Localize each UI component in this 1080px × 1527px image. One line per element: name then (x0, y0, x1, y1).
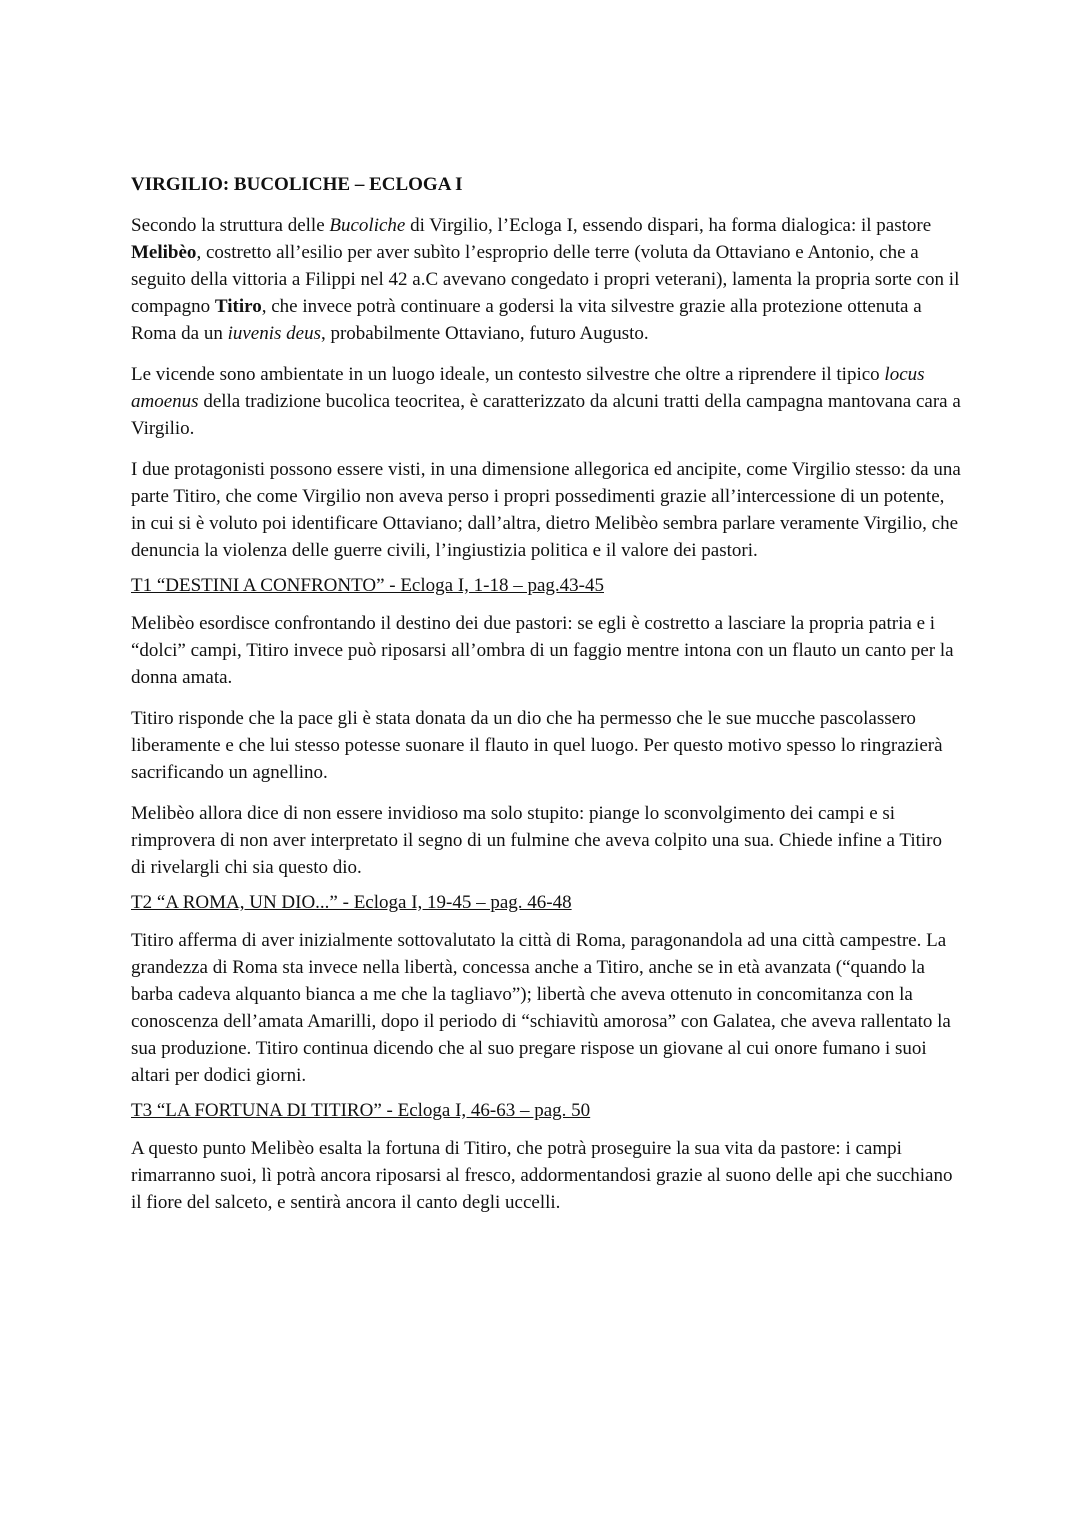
text-run: , probabilmente Ottaviano, futuro Augusto. (320, 323, 649, 344)
intro-paragraph-1 (131, 212, 961, 347)
intro-paragraph-2 (131, 361, 961, 442)
text-run: di Virgilio, l’Ecloga I, essendo dispari, ha forma dialogica: il pastore (405, 215, 932, 236)
section-t1-paragraph-3: Melibèo allora dice di non essere invidioso ma solo stupito: piange lo sconvolgimento dei campi e si rimprovera di non aver interpretato il segno di un fulmine che aveva colpito una sua. Chiede infine a Titiro di rivelargli chi sia questo dio. (131, 803, 942, 878)
italic-run: Bucoliche (329, 215, 406, 236)
bold-run: Titiro (214, 296, 262, 317)
document-page (131, 171, 961, 1230)
text-run: Secondo la struttura delle (131, 215, 330, 236)
section-heading-t1: T1 “DESTINI A CONFRONTO” - Ecloga I, 1-18 – pag.43-45 (131, 575, 604, 596)
italic-run: iuvenis deus (227, 323, 321, 344)
section-t2-paragraph-1: Titiro afferma di aver inizialmente sottovalutato la città di Roma, paragonandola ad una città campestre. La grandezza di Roma sta invece nella libertà, concessa anche a Titiro, anche se in età avanzata (“quando la barba cadeva alquanto bianca a me che la tagliavo”); libertà che aveva ottenuto in concomitanza con la conoscenza dell’amata Amarilli, dopo il periodo di “schiavitù amorosa” con Galatea, che aveva rallentato la sua produzione. Titiro continua dicendo che al suo pregare rispose un giovane al cui onore fumano i suoi altari per dodici giorni. (131, 930, 951, 1086)
text-run: , che invece potrà continuare a godersi la vita silvestre grazie alla protezione ottenuta a Roma da un (131, 296, 922, 344)
section-t1-paragraph-1: Melibèo esordisce confrontando il destino dei due pastori: se egli è costretto a lasciare la propria patria e i “dolci” campi, Titiro invece può riposarsi all’ombra di un faggio mentre intona con un flauto un canto per la donna amata. (131, 613, 954, 688)
intro-paragraph-3: I due protagonisti possono essere visti, in una dimensione allegorica ed ancipite, come Virgilio stesso: da una parte Titiro, che come Virgilio non aveva perso i propri possedimenti grazie all’intercessione di un potente, in cui si è voluto poi identificare Ottaviano; dall’altra, dietro Melibèo sembra parlare veramente Virgilio, che denuncia la violenza delle guerre civili, l’ingiustizia politica e il valore dei pastori. (131, 459, 961, 561)
bold-run: Melibèo (131, 242, 197, 263)
section-heading-t2: T2 “A ROMA, UN DIO...” - Ecloga I, 19-45 – pag. 46-48 (131, 892, 572, 913)
italic-run: locus amoenus (131, 364, 925, 412)
section-heading-t3: T3 “LA FORTUNA DI TITIRO” - Ecloga I, 46-63 – pag. 50 (131, 1100, 591, 1121)
document-title: VIRGILIO: BUCOLICHE – ECLOGA I (131, 174, 463, 195)
section-t1-paragraph-2: Titiro risponde che la pace gli è stata donata da un dio che ha permesso che le sue mucche pascolassero liberamente e che lui stesso potesse suonare il flauto in quel luogo. Per questo motivo spesso lo ringrazierà sacrificando un agnellino. (131, 708, 943, 783)
text-run: della tradizione bucolica teocritea, è caratterizzato da alcuni tratti della campagna mantovana cara a Virgilio. (131, 391, 961, 439)
text-run: Le vicende sono ambientate in un luogo ideale, un contesto silvestre che oltre a riprendere il tipico (131, 364, 885, 385)
text-run: , costretto all’esilio per aver subìto l’esproprio delle terre (voluta da Ottaviano e Antonio, che a seguito della vittoria a Filippi nel 42 a.C avevano congedato i propri veterani), lamenta la propria sorte con il compagno (131, 242, 960, 317)
section-t3-paragraph-1: A questo punto Melibèo esalta la fortuna di Titiro, che potrà proseguire la sua vita da pastore: i campi rimarranno suoi, lì potrà ancora riposarsi al fresco, addormentandosi grazie al suono delle api che succhiano il fiore del salceto, e sentirà ancora il canto degli uccelli. (131, 1138, 953, 1213)
